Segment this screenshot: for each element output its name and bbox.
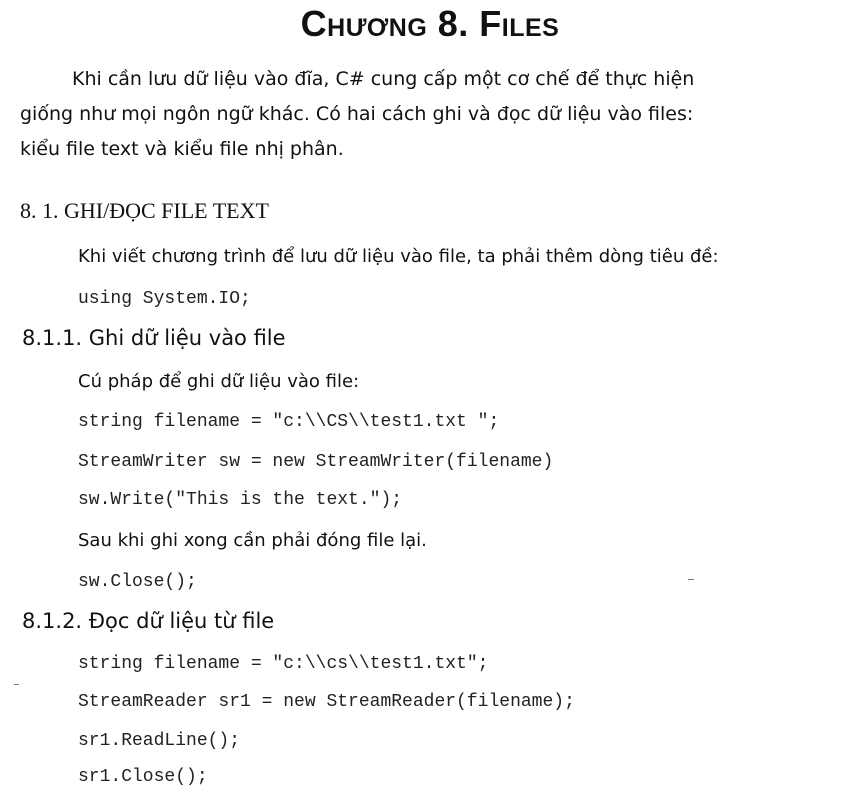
intro-paragraph	[20, 62, 840, 167]
code-close-writer: sw.Close();	[78, 572, 197, 592]
section-heading-8-1-1: 8.1.1. Ghi dữ liệu vào file	[22, 326, 286, 350]
section-heading-8-1-2: 8.1.2. Đọc dữ liệu từ file	[22, 609, 275, 633]
intro-line-1: Khi cần lưu dữ liệu vào đĩa, C# cung cấp một cơ chế để thực hiện	[72, 68, 695, 90]
code-line: sw.Write("This is the text.");	[78, 490, 403, 510]
section-8-1-text: Khi viết chương trình để lưu dữ liệu vào file, ta phải thêm dòng tiêu đề:	[78, 246, 719, 267]
code-line: StreamWriter sw = new StreamWriter(filename)	[78, 452, 554, 472]
code-line: StreamReader sr1 = new StreamReader(filename);	[78, 692, 575, 712]
intro-line-3: kiểu file text và kiểu file nhị phân.	[20, 138, 344, 160]
scan-speck	[14, 684, 19, 685]
section-8-1-1-text: Cú pháp để ghi dữ liệu vào file:	[78, 371, 360, 392]
chapter-title: Chương 8. Files	[300, 3, 560, 44]
code-line: string filename = "c:\\cs\\test1.txt";	[78, 654, 489, 674]
section-heading-8-1: 8. 1. GHI/ĐỌC FILE TEXT	[20, 198, 269, 223]
code-line: sr1.ReadLine();	[78, 731, 241, 751]
scan-speck	[688, 579, 694, 580]
code-line: string filename = "c:\\CS\\test1.txt ";	[78, 412, 500, 432]
code-line: sr1.Close();	[78, 767, 208, 787]
intro-line-2: giống như mọi ngôn ngữ khác. Có hai cách ghi và đọc dữ liệu vào files:	[20, 103, 694, 125]
code-using-directive: using System.IO;	[78, 289, 251, 309]
section-8-1-1-note: Sau khi ghi xong cần phải đóng file lại.	[78, 530, 427, 551]
